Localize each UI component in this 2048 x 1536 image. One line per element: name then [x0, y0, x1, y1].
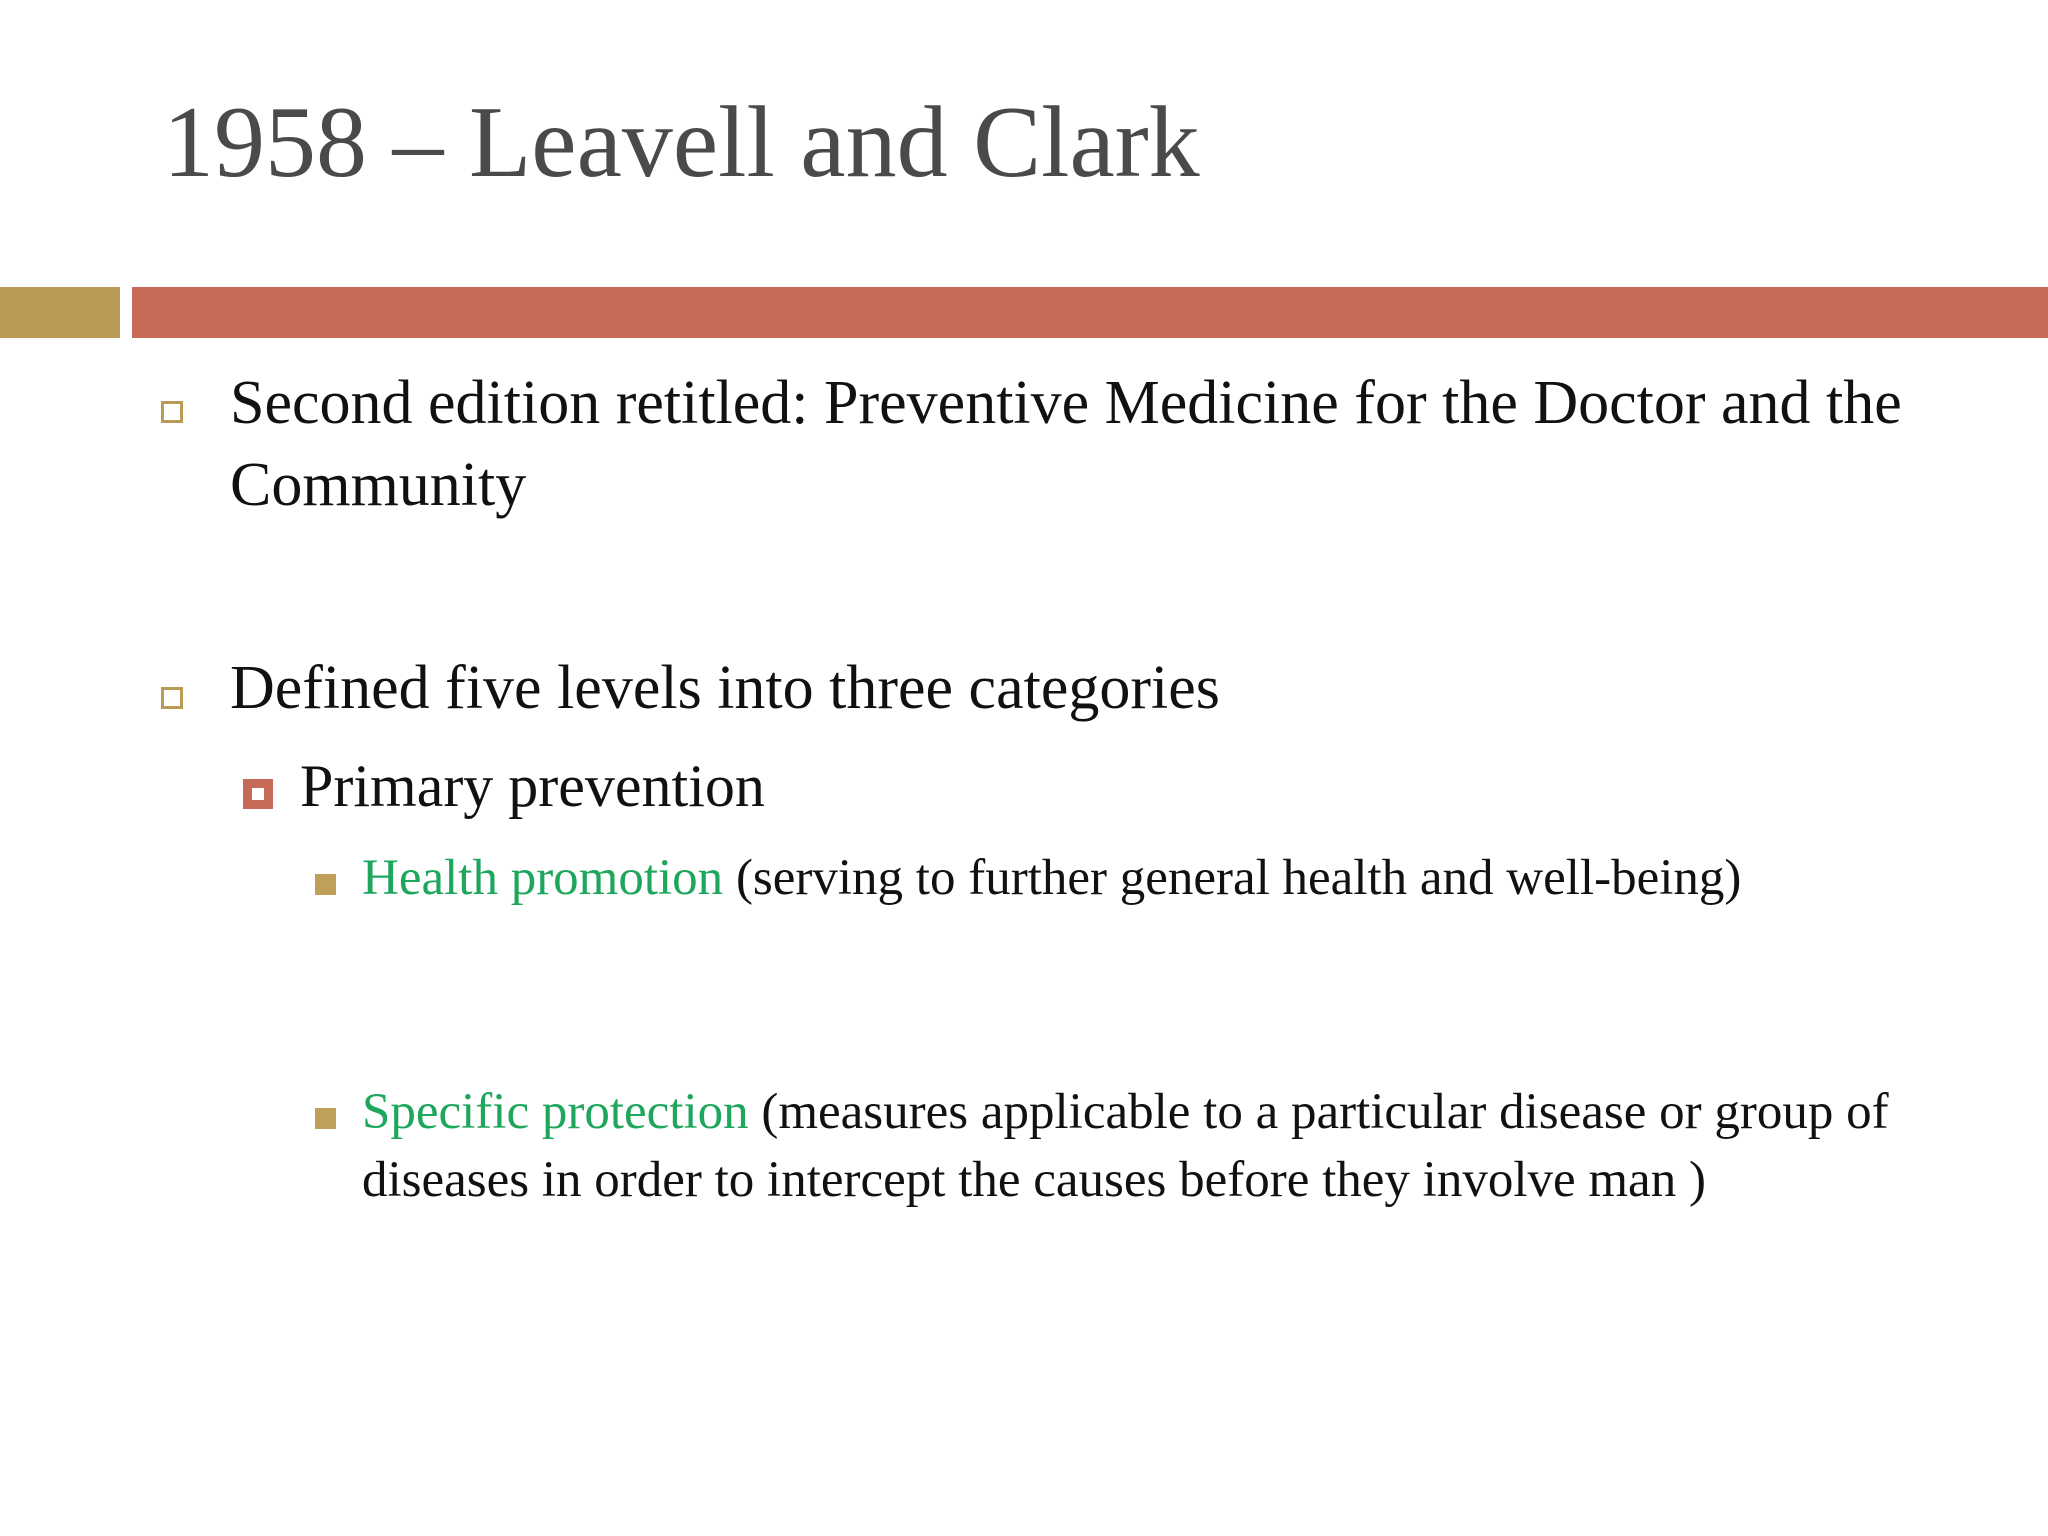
- slide-title: 1958 – Leavell and Clark: [163, 86, 1200, 199]
- sub-sub-bullet-text: [362, 1078, 1902, 1214]
- filled-square-icon: [315, 1108, 336, 1129]
- term-description: (measures applicable to a particular disease or group of diseases in order to intercept the causes before they involve man ): [362, 1084, 1889, 1208]
- filled-square-icon: [315, 874, 336, 895]
- framed-square-icon: [243, 779, 273, 809]
- highlight-term: Health promotion: [362, 850, 724, 906]
- bullet-text: Defined five levels into three categories: [230, 654, 1220, 722]
- highlight-term: Specific protection: [362, 1084, 749, 1140]
- sub-bullet-text: Primary prevention: [300, 753, 765, 819]
- hollow-square-icon: [161, 687, 183, 709]
- hollow-square-icon: [161, 401, 183, 423]
- term-description: (serving to further general health and well-being): [723, 850, 1742, 906]
- sub-sub-bullet-text: [362, 844, 1832, 912]
- bullet-text: Second edition retitled: Preventive Medicine for the Doctor and the Community: [230, 369, 1902, 519]
